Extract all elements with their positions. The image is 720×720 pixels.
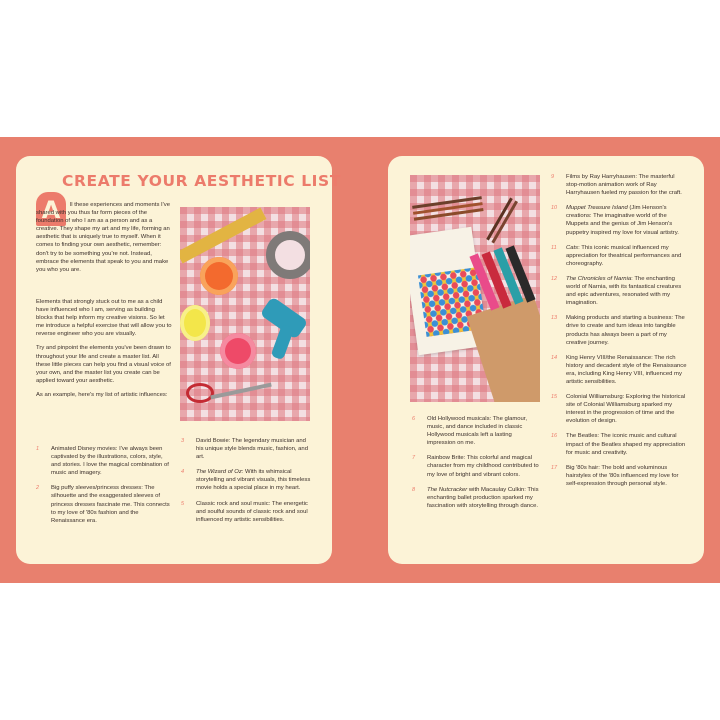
yellow-paint-cup-image xyxy=(180,305,210,341)
list-item-number: 7 xyxy=(412,455,416,462)
scissors-blade-image xyxy=(210,383,271,400)
intro-text-2: Elements that strongly stuck out to me as a child have influenced who I am, serving as building blocks that help inform my creative visions. So let me introduce a helpful exercise that will allow you to reverse engineer who you are visually. xyxy=(36,299,172,338)
list-item xyxy=(551,314,689,346)
tape-roll-image xyxy=(266,231,310,279)
list-item-text: Big puffy sleeves/princess dresses: The silhouette and the exaggerated sleeves of princess dresses fascinate me. This connects to my love of '80s fashion and the Renaissance era. xyxy=(51,485,170,524)
list-item-text: Rainbow Brite: This colorful and magical character from my childhood contributed to my love of bright and vibrant colors. xyxy=(427,455,539,478)
list-item-title: The Chronicles of Narnia xyxy=(566,275,632,282)
list-item-number: 3 xyxy=(181,438,185,444)
list-item-number: 1 xyxy=(36,446,40,452)
list-item-number: 2 xyxy=(36,485,40,492)
list-item xyxy=(36,445,174,477)
list-item xyxy=(551,393,689,425)
intro-text-4: As an example, here's my list of artistic influences: xyxy=(36,391,168,398)
list-item-number: 6 xyxy=(412,416,416,422)
list-item-text: Making products and starting a business: The drive to create and turn ideas into tangible products has always been a part of my creative journey. xyxy=(566,315,685,346)
page-title: CREATE YOUR AESTHETIC LIST xyxy=(62,172,341,190)
list-item-text: King Henry VIII/the Renaissance: The rich history and decadent style of the Renaissance era, including King Henry VIII, influenced my artistic sensibilities. xyxy=(566,354,687,385)
list-item xyxy=(551,275,689,307)
list-item-text: Classic rock and soul music: The energetic and soulful sounds of classic rock and soul influenced my artistic sensibilities. xyxy=(196,500,308,523)
list-item-number: 10 xyxy=(551,205,558,212)
list-item-text: : The enchanting world of Narnia, with its fantastical creatures and epic adventures, resonated with my imagination. xyxy=(566,275,682,307)
list-item-number: 8 xyxy=(412,486,416,493)
markers-sketchbook-photo xyxy=(410,175,540,402)
intro-text-1: ll these experiences and moments I've shared with you thus far form pieces of the foundation of who I am as a person and as a creative. They shape my art and my life, forming an aesthetic that is uniquely true to myself. When it comes to finding your own aesthetic, remember: don't try to be something you're not. Instead, embrace the elements that speak to you and make you who you are. xyxy=(36,202,171,273)
brushes-image xyxy=(486,197,513,240)
list-item xyxy=(412,486,540,510)
list-item xyxy=(181,437,313,461)
list-item-text: (Jim Henson's creations: The imaginative world of the Muppets and the genius of Jim Henson's puppetry inspired my love for visual artistry. xyxy=(566,205,679,236)
influence-list-col-2 xyxy=(181,437,313,531)
list-item-text: Films by Ray Harryhausen: The masterful stop-motion animation work of Ray Harryhausen fueled my passion for the craft. xyxy=(566,174,682,197)
pencils-image xyxy=(412,196,482,209)
list-item xyxy=(551,244,689,268)
intro-text-3: Try and pinpoint the elements you've been drawn to throughout your life and create a master list. All these little pieces can help you find a visual voice of your own, and the master list you create can be applied toward your aesthetic. xyxy=(36,345,171,384)
influence-list-col-4 xyxy=(551,173,689,495)
craft-supplies-photo xyxy=(180,207,310,421)
influence-list-col-1 xyxy=(36,445,174,532)
list-item-number: 11 xyxy=(551,244,557,251)
list-item xyxy=(551,432,689,456)
scissors-image xyxy=(186,383,214,403)
list-item-number: 16 xyxy=(551,433,558,440)
list-item xyxy=(551,204,689,236)
list-item-text: Big '80s hair: The bold and voluminous hairstyles of the '80s influenced my love for self-expression through personal style. xyxy=(566,464,679,487)
intro-paragraphs xyxy=(36,298,173,405)
list-item xyxy=(551,173,689,197)
list-item xyxy=(551,464,689,488)
list-item xyxy=(412,415,540,447)
list-item xyxy=(412,454,540,478)
glue-gun-handle-image xyxy=(271,324,295,360)
list-item-number: 17 xyxy=(551,464,558,471)
list-item-text: David Bowie: The legendary musician and his unique style blends music, fashion, and art. xyxy=(196,438,308,461)
list-item-number: 14 xyxy=(551,354,558,361)
list-item xyxy=(181,500,313,524)
ruler-image xyxy=(180,207,266,263)
red-paint-cup-image xyxy=(220,333,256,369)
list-item xyxy=(181,468,313,492)
intro-paragraph-1 xyxy=(36,201,173,280)
drop-cap: A xyxy=(36,192,66,226)
list-item-number: 4 xyxy=(181,469,185,476)
list-item-number: 12 xyxy=(551,275,558,282)
influence-list-col-3 xyxy=(412,415,540,517)
list-item-title: The Wizard of Oz xyxy=(196,469,242,476)
list-item-text: Colonial Williamsburg: Exploring the historical site of Colonial Williamsburg sparked my interest in the progression of time and the evolution of design. xyxy=(566,394,686,425)
orange-paint-cup-image xyxy=(200,257,238,295)
list-item-title: Muppet Treasure Island xyxy=(566,205,628,212)
list-item-text: : This iconic musical influenced my appreciation for theatrical performances and choreography. xyxy=(566,244,682,267)
list-item-text: : With its whimsical storytelling and vibrant visuals, this timeless movie holds a special place in my heart. xyxy=(196,469,311,492)
list-item-text: with Macaulay Culkin: This enchanting ballet production sparked my fascination with storytelling through dance. xyxy=(427,486,539,509)
list-item-text: Old Hollywood musicals: The glamour, music, and dance included in classic Hollywood musicals left a lasting impression on me. xyxy=(427,416,528,447)
list-item xyxy=(551,354,689,386)
list-item-number: 15 xyxy=(551,394,558,401)
list-item xyxy=(36,484,174,524)
list-item-number: 9 xyxy=(551,174,555,180)
list-item-number: 5 xyxy=(181,500,185,507)
list-item-title: Cats xyxy=(566,244,579,251)
list-item-text: The Beatles: The iconic music and cultural impact of the Beatles shaped my appreciation for music and creativity. xyxy=(566,433,686,456)
list-item-title: The Nutcracker xyxy=(427,486,468,493)
list-item-number: 13 xyxy=(551,315,558,322)
list-item-text: Animated Disney movies: I've always been captivated by the illustrations, colors, style, and stories. I love the magical combination of music and imagery. xyxy=(51,446,169,477)
